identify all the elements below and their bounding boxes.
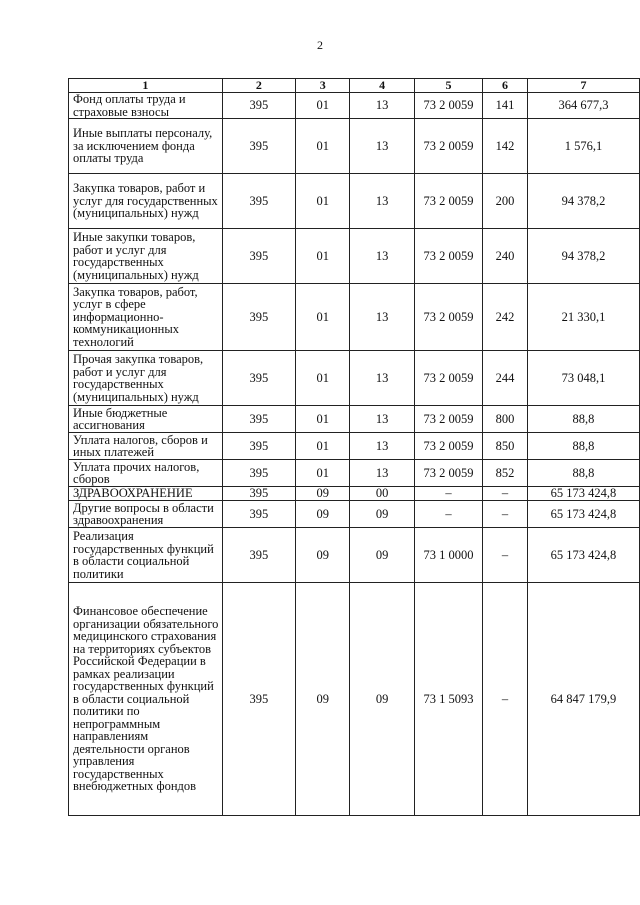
cell-expense-type: 141 — [483, 93, 528, 119]
cell-admin-code: 395 — [222, 351, 295, 406]
cell-admin-code: 395 — [222, 174, 295, 229]
cell-amount: 65 173 424,8 — [527, 528, 639, 583]
cell-amount: 21 330,1 — [527, 284, 639, 351]
row-name: Иные выплаты персоналу, за исключением фонда оплаты труда — [69, 119, 223, 174]
column-header: 6 — [483, 79, 528, 93]
table-row — [69, 119, 640, 174]
cell-section: 01 — [296, 406, 350, 433]
cell-expense-type: 244 — [483, 351, 528, 406]
cell-section: 01 — [296, 351, 350, 406]
cell-target-article: 73 2 0059 — [414, 93, 482, 119]
cell-expense-type: 852 — [483, 460, 528, 487]
cell-amount: 64 847 179,9 — [527, 583, 639, 816]
cell-subsection: 13 — [350, 174, 415, 229]
cell-target-article: 73 2 0059 — [414, 174, 482, 229]
cell-section: 01 — [296, 433, 350, 460]
cell-admin-code: 395 — [222, 528, 295, 583]
cell-admin-code: 395 — [222, 93, 295, 119]
table-row — [69, 93, 640, 119]
cell-subsection: 13 — [350, 119, 415, 174]
cell-section: 01 — [296, 229, 350, 284]
cell-subsection: 13 — [350, 460, 415, 487]
column-header: 5 — [414, 79, 482, 93]
table-row — [69, 460, 640, 487]
cell-expense-type: 142 — [483, 119, 528, 174]
row-name: Закупка товаров, работ и услуг для государственных (муниципальных) нужд — [69, 174, 223, 229]
cell-amount: 364 677,3 — [527, 93, 639, 119]
cell-admin-code: 395 — [222, 229, 295, 284]
page-number: 2 — [317, 38, 323, 52]
header-row — [69, 79, 640, 93]
cell-expense-type: 242 — [483, 284, 528, 351]
cell-target-article: 73 2 0059 — [414, 351, 482, 406]
cell-target-article: 73 2 0059 — [414, 284, 482, 351]
cell-admin-code: 395 — [222, 583, 295, 816]
row-name: Фонд оплаты труда и страховые взносы — [69, 93, 223, 119]
column-header: 3 — [296, 79, 350, 93]
cell-amount: 88,8 — [527, 433, 639, 460]
row-name: Прочая закупка товаров, работ и услуг для государственных (муниципальных) нужд — [69, 351, 223, 406]
table-row — [69, 351, 640, 406]
cell-admin-code: 395 — [222, 487, 295, 501]
cell-section: 09 — [296, 583, 350, 816]
cell-subsection: 13 — [350, 406, 415, 433]
column-header: 2 — [222, 79, 295, 93]
cell-section: 01 — [296, 93, 350, 119]
cell-expense-type: – — [483, 501, 528, 528]
cell-expense-type: 850 — [483, 433, 528, 460]
row-name: Реализация государственных функций в области социальной политики — [69, 528, 223, 583]
cell-admin-code: 395 — [222, 501, 295, 528]
cell-target-article: 73 2 0059 — [414, 406, 482, 433]
budget-table — [68, 78, 640, 816]
cell-section: 01 — [296, 174, 350, 229]
cell-subsection: 13 — [350, 433, 415, 460]
cell-subsection: 00 — [350, 487, 415, 501]
row-name: ЗДРАВООХРАНЕНИЕ — [69, 487, 223, 501]
cell-admin-code: 395 — [222, 433, 295, 460]
cell-subsection: 09 — [350, 528, 415, 583]
cell-section: 01 — [296, 284, 350, 351]
table-row — [69, 583, 640, 816]
cell-admin-code: 395 — [222, 460, 295, 487]
cell-expense-type: 800 — [483, 406, 528, 433]
cell-subsection: 13 — [350, 284, 415, 351]
cell-amount: 1 576,1 — [527, 119, 639, 174]
cell-expense-type: 200 — [483, 174, 528, 229]
table-row — [69, 229, 640, 284]
table-row — [69, 501, 640, 528]
column-header: 7 — [527, 79, 639, 93]
cell-subsection: 09 — [350, 583, 415, 816]
column-header: 1 — [69, 79, 223, 93]
cell-section: 09 — [296, 487, 350, 501]
cell-subsection: 13 — [350, 351, 415, 406]
cell-amount: 73 048,1 — [527, 351, 639, 406]
cell-target-article: 73 2 0059 — [414, 433, 482, 460]
cell-admin-code: 395 — [222, 406, 295, 433]
cell-subsection: 09 — [350, 501, 415, 528]
row-name: Уплата налогов, сборов и иных платежей — [69, 433, 223, 460]
cell-target-article: 73 2 0059 — [414, 119, 482, 174]
cell-subsection: 13 — [350, 229, 415, 284]
cell-amount: 94 378,2 — [527, 174, 639, 229]
row-name: Уплата прочих налогов, сборов — [69, 460, 223, 487]
row-name: Другие вопросы в области здравоохранения — [69, 501, 223, 528]
cell-expense-type: – — [483, 487, 528, 501]
row-name: Закупка товаров, работ, услуг в сфере информационно-коммуникационных технологий — [69, 284, 223, 351]
cell-target-article: 73 2 0059 — [414, 460, 482, 487]
cell-expense-type: – — [483, 583, 528, 816]
table-row — [69, 433, 640, 460]
column-header: 4 — [350, 79, 415, 93]
cell-section: 01 — [296, 119, 350, 174]
cell-section: 09 — [296, 528, 350, 583]
cell-expense-type: – — [483, 528, 528, 583]
row-name: Иные закупки товаров, работ и услуг для государственных (муниципальных) нужд — [69, 229, 223, 284]
cell-amount: 88,8 — [527, 460, 639, 487]
cell-target-article: 73 1 0000 — [414, 528, 482, 583]
table-row — [69, 406, 640, 433]
cell-admin-code: 395 — [222, 119, 295, 174]
cell-subsection: 13 — [350, 93, 415, 119]
cell-admin-code: 395 — [222, 284, 295, 351]
row-name: Иные бюджетные ассигнования — [69, 406, 223, 433]
cell-amount: 65 173 424,8 — [527, 501, 639, 528]
cell-target-article: – — [414, 501, 482, 528]
cell-amount: 94 378,2 — [527, 229, 639, 284]
table-row — [69, 528, 640, 583]
cell-section: 01 — [296, 460, 350, 487]
row-name: Финансовое обеспечение организации обязательного медицинского страхования на территориях субъектов Российской Федерации в рамках реализации государственных функций в области социальной политики по непрограммным направлениям деятельности органов управления государственных внебюджетных фондов — [69, 583, 223, 816]
table-row — [69, 174, 640, 229]
cell-target-article: 73 1 5093 — [414, 583, 482, 816]
cell-amount: 88,8 — [527, 406, 639, 433]
cell-section: 09 — [296, 501, 350, 528]
table-row — [69, 487, 640, 501]
cell-amount: 65 173 424,8 — [527, 487, 639, 501]
table-row — [69, 284, 640, 351]
cell-target-article: 73 2 0059 — [414, 229, 482, 284]
cell-target-article: – — [414, 487, 482, 501]
cell-expense-type: 240 — [483, 229, 528, 284]
